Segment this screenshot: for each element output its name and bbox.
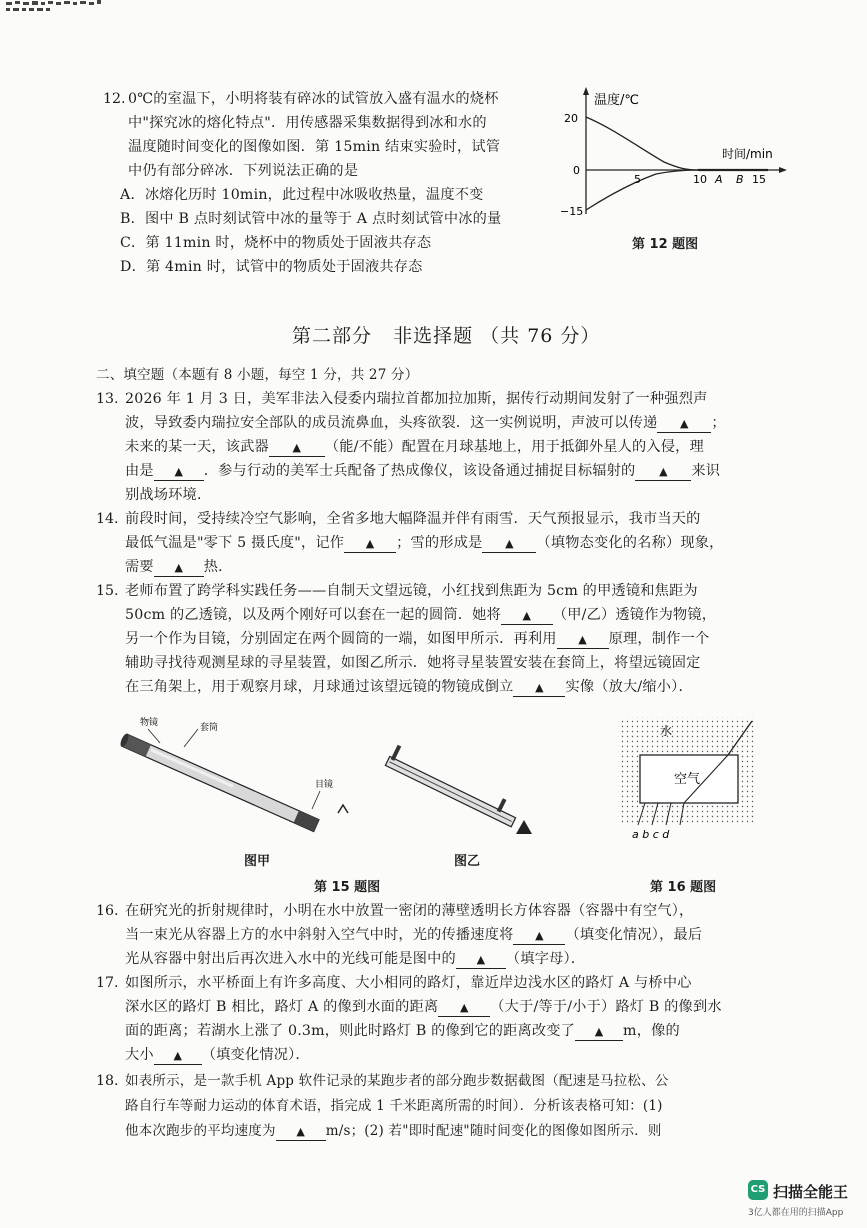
question-text: 由是 (125, 463, 154, 479)
answer-blank[interactable]: ▲ (438, 1000, 490, 1017)
question-text-line: 路自行车等耐力运动的体育术语，指完成 1 千米距离所需的时间）．分析该表格可知：(1) (125, 1098, 663, 1114)
answer-blank[interactable]: ▲ (575, 1024, 623, 1041)
x-tick-label: A (715, 173, 723, 186)
y-tick-label: 0 (573, 164, 580, 177)
option-b: B．图中 B 点时刻试管中冰的量等于 A 点时刻试管中冰的量 (120, 211, 502, 227)
scanner-watermark (748, 1178, 860, 1222)
x-axis-arrow-icon (779, 167, 787, 173)
answer-blank[interactable]: ▲ (154, 1048, 202, 1065)
figure-b-caption: 图乙 (454, 854, 481, 869)
x-axis-label: 时间/min (722, 147, 773, 161)
question-text-line: 温度随时间变化的图像如图．第 15min 结束实验时，试管 (128, 139, 501, 155)
figure-caption: 第 15 题图 (314, 880, 381, 895)
answer-blank[interactable]: ▲ (456, 952, 506, 969)
question-text-line: 辅助寻找待观测星球的寻星装置，如图乙所示．她将寻星装置安装在套筒上，将望远镜固定 (125, 655, 701, 671)
water-label: 水 (660, 724, 673, 738)
ice-curve (586, 170, 698, 210)
answer-blank[interactable]: ▲ (501, 608, 553, 625)
scanner-logo-icon: CS (748, 1180, 768, 1200)
answer-blank[interactable]: ▲ (154, 560, 204, 577)
question-number: 14. (96, 511, 119, 527)
ray-letters: a b c d (632, 828, 670, 840)
question-text: （填变化情况）． (201, 1047, 310, 1063)
question-text-line: 如表所示，是一款手机 App 软件记录的某跑步者的部分跑步数据截图（配速是马拉松、公 (125, 1073, 669, 1089)
water-curve (586, 117, 698, 170)
air-label: 空气 (674, 772, 701, 787)
section-subtitle: 二、填空题（本题有 8 小题，每空 1 分，共 27 分） (96, 367, 419, 383)
question-text: 原理，制作一个 (608, 631, 710, 647)
x-tick-label: B (736, 173, 744, 186)
y-tick-label: −15 (560, 205, 584, 218)
question-text: 面的距离；若湖水上涨了 0.3m，则此时路灯 B 的像到它的距离改变了 (125, 1023, 576, 1039)
scanner-tagline: 3亿人都在用的扫描App (748, 1208, 844, 1218)
question-text-line: 老师布置了跨学科实践任务——自制天文望远镜，小红找到焦距为 5cm 的甲透镜和焦距为 (125, 583, 698, 599)
refraction-figure (616, 715, 756, 840)
question-number: 12. (103, 91, 126, 107)
y-axis-label: 温度/℃ (594, 93, 639, 108)
question-text-line: 前段时间，受持续冷空气影响，全省多地大幅降温并伴有雨雪．天气预报显示，我市当天的 (125, 511, 701, 527)
answer-blank[interactable]: ▲ (657, 416, 711, 433)
question-text: 最低气温是"零下 5 摄氏度"，记作 (125, 535, 345, 551)
answer-blank[interactable]: ▲ (513, 928, 565, 945)
telescope-figure-a (112, 715, 362, 835)
question-text-line: 别战场环境． (125, 487, 212, 503)
question-text: 光从容器中射出后再次进入水中的光线可能是图中的 (125, 951, 456, 967)
question-text: （甲/乙）透镜作为物镜， (552, 607, 717, 623)
y-axis-arrow-icon (583, 87, 589, 95)
question-text: m，像的 (623, 1023, 680, 1039)
x-tick-label: 10 (693, 173, 707, 186)
question-text-line: 中"探究冰的熔化特点"．用传感器采集数据得到冰和水的 (128, 115, 487, 131)
question-text: 另一个作为目镜，分别固定在两个圆筒的一端，如图甲所示．再利用 (125, 631, 557, 647)
answer-blank[interactable]: ▲ (513, 680, 565, 697)
question-text: 大小 (125, 1047, 154, 1063)
figure-caption: 第 12 题图 (632, 237, 699, 252)
question-number: 16. (96, 903, 119, 919)
question-number: 18. (96, 1073, 119, 1089)
eye-icon (516, 820, 532, 834)
scan-artifact-icon (6, 0, 102, 14)
eye-icon (338, 805, 348, 813)
question-text: 在三角架上，用于观察月球，月球通过该望远镜的物镜成倒立 (125, 679, 514, 695)
answer-blank[interactable]: ▲ (154, 464, 204, 481)
eyepiece-label: 目镜 (315, 780, 334, 790)
front-sight (391, 745, 402, 761)
sleeve-label: 套筒 (200, 723, 219, 733)
question-text: 当一束光从容器上方的水中斜射入空气中时，光的传播速度将 (125, 927, 514, 943)
objective-label: 物镜 (140, 718, 159, 728)
question-text: ；雪的形成是 (396, 535, 483, 551)
question-text: 热． (203, 559, 233, 575)
question-text: （能/不能）配置在月球基地上，用于抵御外星人的入侵，理 (324, 439, 704, 455)
question-text: （填变化情况），最后 (565, 927, 703, 943)
question-text: 来识 (691, 463, 721, 479)
answer-blank[interactable]: ▲ (276, 1124, 326, 1141)
question-text: 他本次跑步的平均速度为 (125, 1123, 276, 1139)
scanner-app-name: 扫描全能王 (773, 1183, 849, 1201)
answer-blank[interactable]: ▲ (344, 536, 396, 553)
x-tick-label: 5 (634, 173, 641, 186)
question-number: 13. (96, 391, 119, 407)
answer-blank[interactable]: ▲ (557, 632, 609, 649)
question-text: （填物态变化的名称）现象， (536, 535, 724, 551)
answer-blank[interactable]: ▲ (482, 536, 536, 553)
question-text: ．参与行动的美军士兵配备了热成像仪，该设备通过捕捉目标辐射的 (203, 463, 636, 479)
question-text: m/s；(2) 若"即时配速"随时间变化的图像如图所示．则 (325, 1123, 662, 1139)
question-text-line: 0℃的室温下，小明将装有碎冰的试管放入盛有温水的烧杯 (128, 91, 499, 107)
answer-blank[interactable]: ▲ (635, 464, 691, 481)
y-tick-label: 20 (564, 112, 578, 125)
question-text: 未来的某一天，该武器 (125, 439, 269, 455)
question-text: 实像（放大/缩小）． (565, 679, 693, 695)
question-text: 50cm 的乙透镜，以及两个刚好可以套在一起的圆筒．她将 (125, 607, 501, 623)
option-c: C．第 11min 时，烧杯中的物质处于固液共存态 (120, 235, 432, 251)
question-text: 需要 (125, 559, 154, 575)
section-title: 第二部分 非选择题 （共 76 分） (292, 325, 601, 347)
question-text-line: 2026 年 1 月 3 日，美军非法入侵委内瑞拉首都加拉加斯，据传行动期间发射了一种强烈声 (125, 391, 708, 407)
option-d: D．第 4min 时，试管中的物质处于固液共存态 (120, 259, 423, 275)
question-number: 15. (96, 583, 119, 599)
question-number: 17. (96, 975, 119, 991)
figure-caption: 第 16 题图 (650, 880, 717, 895)
x-tick-label: 15 (752, 173, 766, 186)
question-text: 波，导致委内瑞拉安全部队的成员流鼻血，头疼欲裂．这一实例说明，声波可以传递 (125, 415, 658, 431)
question-text-line: 在研究光的折射规律时，小明在水中放置一密闭的薄壁透明长方体容器（容器中有空气）， (125, 903, 694, 919)
star-finder-figure-b (378, 740, 548, 840)
answer-blank[interactable]: ▲ (269, 440, 325, 457)
question-text-line: 如图所示，水平桥面上有许多高度、大小相同的路灯，靠近岸边浅水区的路灯 A 与桥中心 (125, 975, 692, 991)
question-text: 深水区的路灯 B 相比，路灯 A 的像到水面的距离 (125, 999, 439, 1015)
question-text-line: 中仍有部分碎冰．下列说法正确的是 (128, 163, 359, 179)
question-text: ； (711, 415, 726, 431)
figure-a-caption: 图甲 (244, 854, 271, 869)
option-a: A．冰熔化历时 10min，此过程中冰吸收热量，温度不变 (120, 187, 484, 203)
question-text: （填字母）． (505, 951, 586, 967)
question-text: （大于/等于/小于）路灯 B 的像到水 (490, 999, 722, 1015)
